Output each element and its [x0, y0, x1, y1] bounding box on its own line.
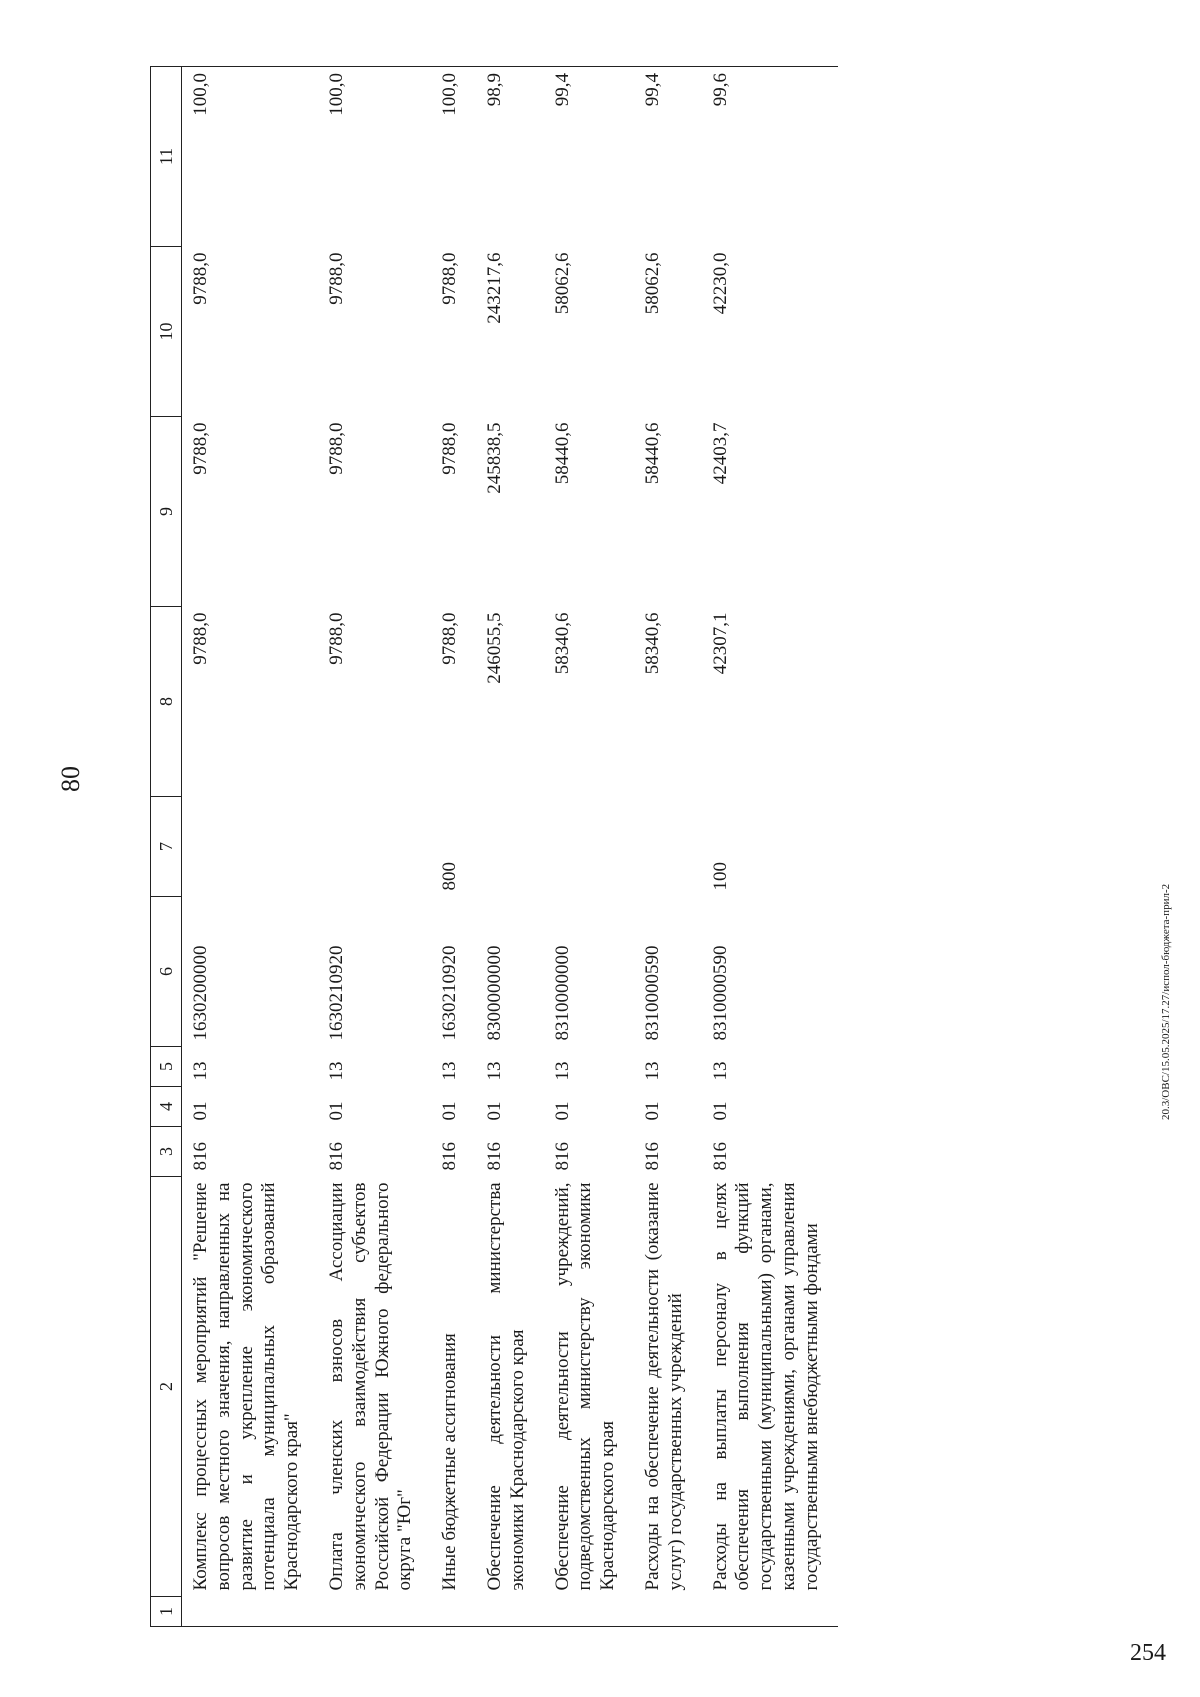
- table-row: [634, 67, 702, 1627]
- sheet-number: 80: [56, 766, 85, 792]
- cell-value-11: 98,9: [476, 67, 544, 247]
- cell-value-11: 99,4: [544, 67, 634, 247]
- cell-expense-type: 100: [709, 862, 731, 891]
- row-name: Оплата членских взносов Ассоциации экономического взаимодействия субъектов Российской Федерации Южного федерального округа "Юг": [325, 1182, 416, 1591]
- cell-value-10: 58062,6: [641, 252, 663, 315]
- cell-ved: 816: [325, 1142, 347, 1171]
- col-header-3: 3: [151, 1127, 182, 1177]
- cell-value-9: 58440,6: [551, 422, 573, 485]
- row-name: Комплекс процессных мероприятий "Решение вопросов местного значения, направленных на развитие и укрепление экономического потенциала муниципальных образований Краснодарского края": [190, 1182, 303, 1591]
- cell-subsection: 13: [641, 1061, 663, 1081]
- cell-value-11: 100,0: [318, 67, 431, 247]
- cell-ved: 816: [190, 1142, 211, 1171]
- cell-value-9: 9788,0: [190, 422, 211, 475]
- table-row: [544, 67, 634, 1627]
- cell-value-10: 9788,0: [439, 252, 461, 305]
- col-header-6: 6: [151, 897, 182, 1047]
- cell-section: 01: [190, 1101, 211, 1121]
- cell-target-article: 1630200000: [190, 945, 211, 1041]
- cell-value-9: 58440,6: [641, 422, 663, 485]
- cell-value-8: 246055,5: [483, 612, 505, 684]
- cell-value-10: 42230,0: [709, 252, 731, 315]
- col-header-2: 2: [151, 1177, 182, 1597]
- cell-value-11: 99,4: [634, 67, 702, 247]
- cell-target-article: 8310000000: [551, 945, 573, 1041]
- cell-value-10: 243217,6: [483, 252, 505, 324]
- cell-value-11: 99,6: [702, 67, 838, 247]
- cell-value-9: 245838,5: [483, 422, 505, 494]
- page-number: 254: [1130, 1640, 1166, 1666]
- cell-subsection: 13: [325, 1061, 347, 1081]
- cell-value-10: 58062,6: [551, 252, 573, 315]
- cell-subsection: 13: [709, 1061, 731, 1081]
- cell-section: 01: [325, 1101, 347, 1121]
- table-row: [702, 67, 838, 1627]
- col-header-4: 4: [151, 1087, 182, 1127]
- cell-section: 01: [439, 1101, 461, 1121]
- cell-value-8: 9788,0: [190, 612, 211, 665]
- cell-subsection: 13: [551, 1061, 573, 1081]
- row-name: Обеспечение деятельности учреждений, подведомственных министерству экономики Краснодарского края: [551, 1182, 619, 1591]
- cell-expense-type: [182, 797, 318, 897]
- cell-value-8: 42307,1: [709, 612, 731, 675]
- cell-value-9: 9788,0: [439, 422, 461, 475]
- cell-value-8: 9788,0: [325, 612, 347, 665]
- cell-ved: 816: [483, 1142, 505, 1171]
- cell-section: 01: [641, 1101, 663, 1121]
- cell-ved: 816: [439, 1142, 461, 1171]
- cell-target-article: 8310000590: [709, 945, 731, 1041]
- cell-expense-type: [544, 797, 634, 897]
- cell-expense-type: [476, 797, 544, 897]
- budget-table: [150, 66, 838, 1627]
- cell-expense-type: [634, 797, 702, 897]
- cell-value-10: 9788,0: [325, 252, 347, 305]
- cell-subsection: 13: [483, 1061, 505, 1081]
- cell-value-9: 9788,0: [325, 422, 347, 475]
- cell-target-article: 1630210920: [325, 945, 347, 1041]
- cell-section: 01: [709, 1101, 731, 1121]
- cell-ved: 816: [709, 1142, 731, 1171]
- col-header-9: 9: [151, 417, 182, 607]
- col-header-7: 7: [151, 797, 182, 897]
- cell-section: 01: [483, 1101, 505, 1121]
- table-row: [476, 67, 544, 1627]
- cell-value-11: 100,0: [431, 67, 476, 247]
- cell-value-8: 58340,6: [641, 612, 663, 675]
- cell-expense-type: [318, 797, 431, 897]
- cell-value-9: 42403,7: [709, 422, 731, 485]
- cell-subsection: 13: [439, 1061, 461, 1081]
- cell-target-article: 8300000000: [483, 945, 505, 1041]
- row-name: Расходы на выплаты персоналу в целях обеспечения выполнения функций государственными (муниципальными) органами, казенными учреждениями, органами управления государственными внебюджетными фондами: [709, 1182, 822, 1591]
- cell-value-11: 100,0: [182, 67, 318, 247]
- table-row: [182, 67, 318, 1627]
- col-header-10: 10: [151, 247, 182, 417]
- cell-ved: 816: [641, 1142, 663, 1171]
- cell-target-article: 1630210920: [439, 945, 461, 1041]
- col-header-5: 5: [151, 1047, 182, 1087]
- table-row: [431, 67, 476, 1627]
- cell-section: 01: [551, 1101, 573, 1121]
- cell-subsection: 13: [190, 1061, 211, 1081]
- row-name: Обеспечение деятельности министерства экономики Краснодарского края: [483, 1182, 528, 1591]
- cell-ved: 816: [551, 1142, 573, 1171]
- cell-value-8: 9788,0: [439, 612, 461, 665]
- cell-expense-type: 800: [439, 862, 461, 891]
- table-row: [318, 67, 431, 1627]
- header-row: [151, 67, 182, 1627]
- row-name: Иные бюджетные ассигнования: [439, 1333, 461, 1591]
- cell-value-8: 58340,6: [551, 612, 573, 675]
- col-header-1: 1: [151, 1597, 182, 1627]
- col-header-8: 8: [151, 607, 182, 797]
- col-header-11: 11: [151, 67, 182, 247]
- cell-value-10: 9788,0: [190, 252, 211, 305]
- footer-file-path: 20.3/ОВС/15.05.2025/17.27/испол-бюджета-прил-2: [1160, 883, 1172, 1120]
- row-name: Расходы на обеспечение деятельности (оказание услуг) государственных учреждений: [641, 1182, 686, 1591]
- cell-target-article: 8310000590: [641, 945, 663, 1041]
